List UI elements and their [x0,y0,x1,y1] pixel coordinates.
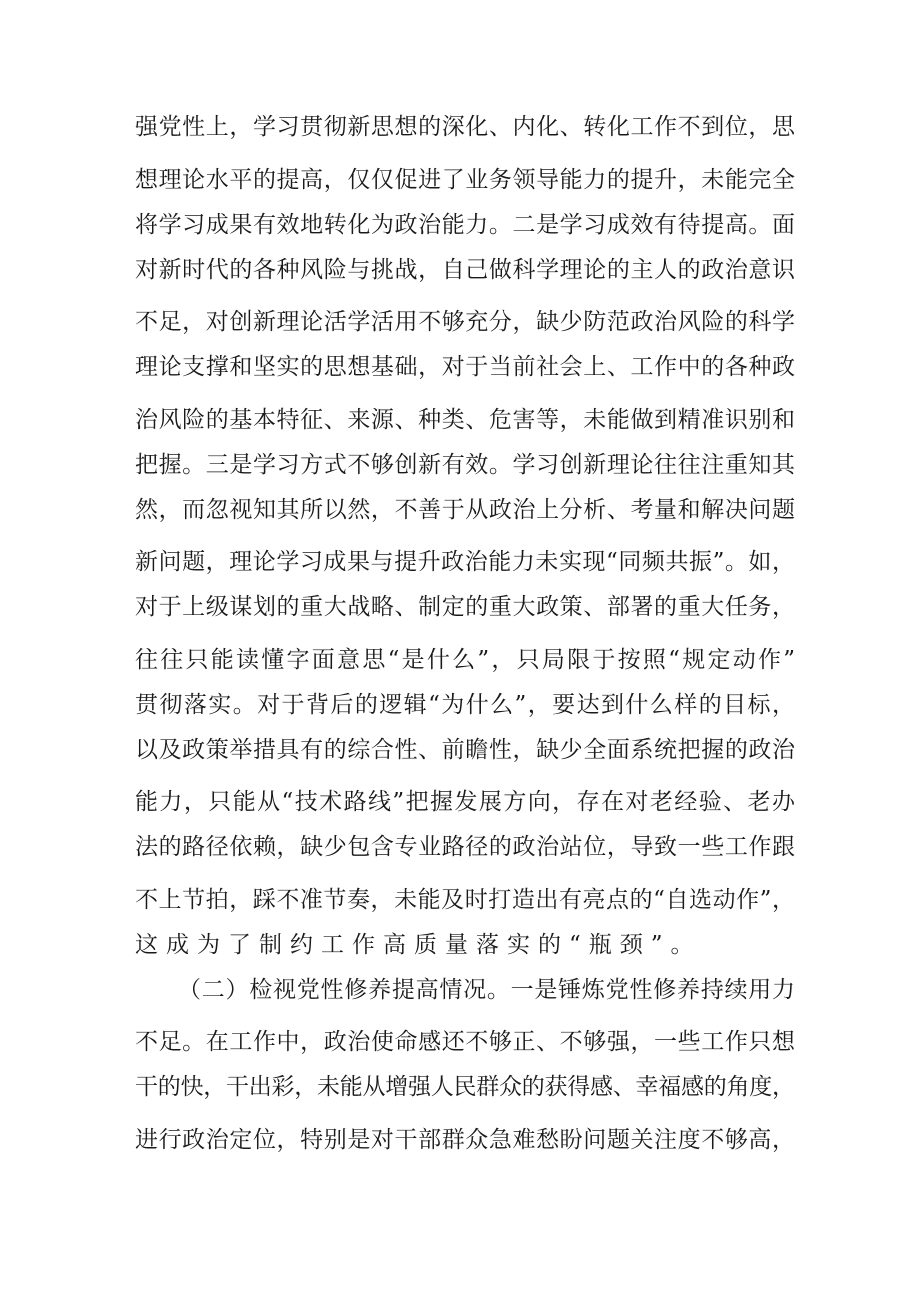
line-text: 新问题，理论学习成果与提升政治能力未实现“同频共振”。如， [135,549,796,575]
line-text: 干的快，干出彩，未能从增强人民群众的获得感、幸福感的角度， [135,1074,795,1100]
text-line [0,638,920,682]
text-line [0,728,920,772]
line-text: 对新时代的各种风险与挑战，自己做科学理论的主人的政治意识 [135,257,796,283]
line-text: 然，而忽视知其所以然，不善于从政治上分析、考量和解决问题 [135,497,796,523]
line-text: （二）检视党性修养提高情况。一是锤炼党性修养持续用力 [178,977,796,1003]
line-text: 把握。三是学习方式不够创新有效。学习创新理论往往注重知其 [135,452,796,478]
text-line [0,923,920,967]
text-line [0,968,920,1012]
text-line [0,443,920,487]
text-line [0,683,920,727]
text-line [0,1065,920,1109]
text-line [0,158,920,202]
line-text: 贯彻落实。对于背后的逻辑“为什么”，要达到什么样的目标， [135,692,797,718]
line-text: 进行政治定位，特别是对干部群众急难愁盼问题关注度不够高， [135,1127,796,1153]
line-text: 不足。在工作中，政治使命感还不够正、不够强，一些工作只想 [135,1029,796,1055]
line-text: 法的路径依赖，缺少包含专业路径的政治站位，导致一些工作跟 [135,834,796,860]
line-text: 治风险的基本特征、来源、种类、危害等，未能做到精准识别和 [135,407,796,433]
text-line [0,585,920,629]
text-line [0,105,920,149]
text-line [0,488,920,532]
line-text: 这成为了制约工作高质量落实的“瓶颈”。 [135,932,702,958]
text-line [0,825,920,869]
line-text: 理论支撑和坚实的思想基础，对于当前社会上、工作中的各种政 [135,354,796,380]
line-text: 不足，对创新理论活学活用不够充分，缺少防范政治风险的科学 [135,309,796,335]
text-line [0,540,920,584]
text-line [0,203,920,247]
text-line [0,300,920,344]
text-line [0,878,920,922]
text-line [0,248,920,292]
text-line [0,345,920,389]
line-text: 强党性上，学习贯彻新思想的深化、内化、转化工作不到位，思 [135,114,796,140]
line-text: 以及政策举措具有的综合性、前瞻性，缺少全面系统把握的政治 [135,737,796,763]
line-text: 对于上级谋划的重大战略、制定的重大政策、部署的重大任务， [135,594,796,620]
line-text: 往往只能读懂字面意思“是什么”，只局限于按照“规定动作” [135,647,798,673]
line-text: 能力，只能从“技术路线”把握发展方向，存在对老经验、老办 [135,789,797,815]
text-line [0,398,920,442]
text-line [0,780,920,824]
line-text: 不上节拍，踩不准节奏，未能及时打造出有亮点的“自选动作”， [135,887,796,913]
line-text: 将学习成果有效地转化为政治能力。二是学习成效有待提高。面 [135,212,796,238]
text-line [0,1020,920,1064]
line-text: 想理论水平的提高，仅仅促进了业务领导能力的提升，未能完全 [135,167,796,193]
text-line [0,1118,920,1162]
